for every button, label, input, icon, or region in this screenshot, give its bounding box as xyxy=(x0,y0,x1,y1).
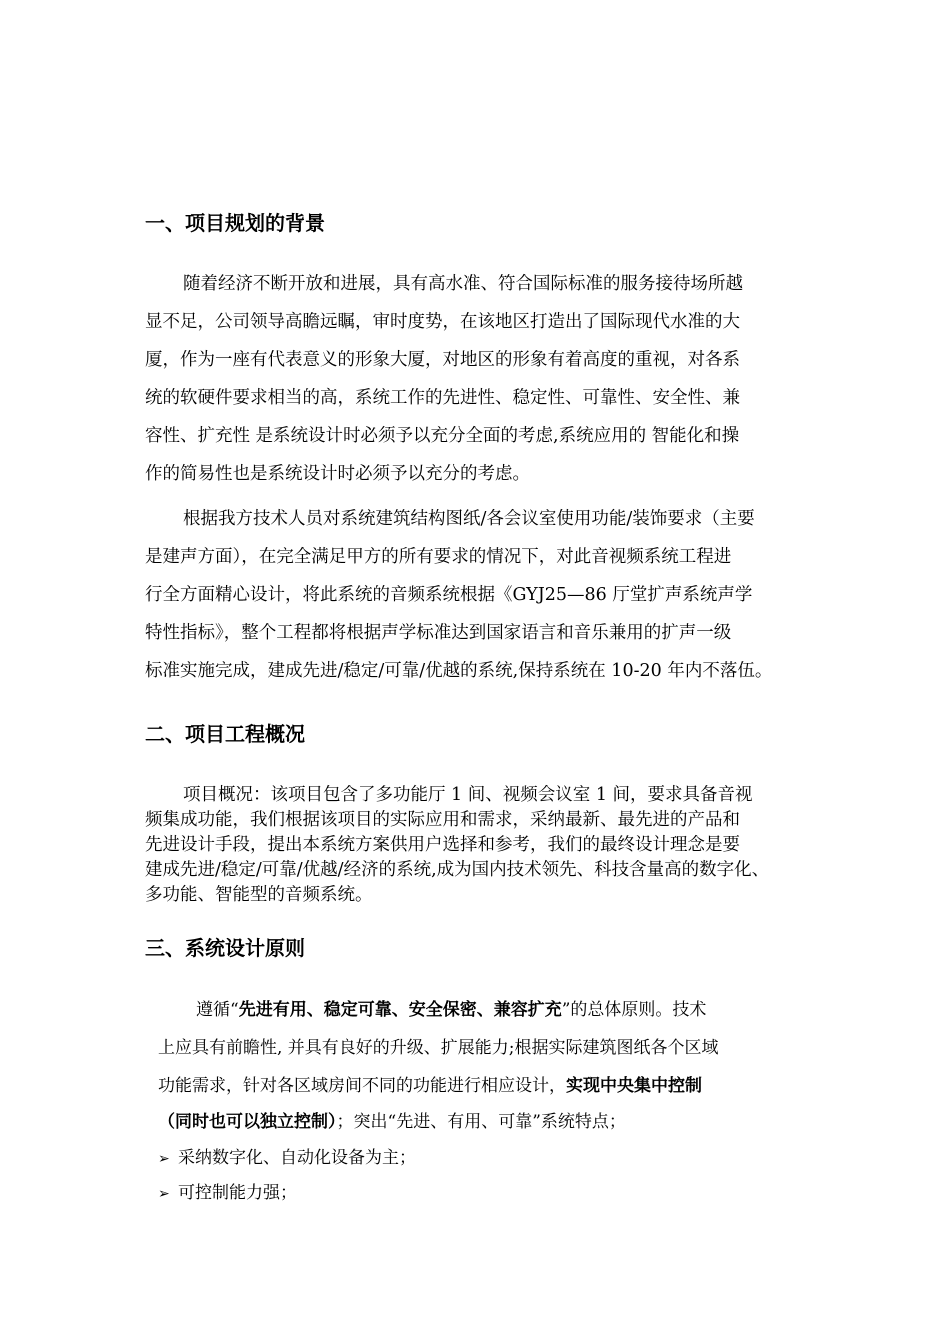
paragraph-line: 根据我方技术人员对系统建筑结构图纸/各会议室使用功能/装饰要求（主要 xyxy=(183,509,755,529)
emphasis-text: （同时也可以独立控制） xyxy=(158,1112,337,1132)
arrow-bullet-icon: ➢ xyxy=(158,1186,170,1202)
paragraph-line: 作的简易性也是系统设计时必须予以充分的考虑。 xyxy=(145,464,530,484)
list-item-text: 可控制能力强； xyxy=(178,1183,297,1203)
paragraph-line: 建成先进/稳定/可靠/优越/经济的系统,成为国内技术领先、科技含量高的数字化、 xyxy=(145,860,770,880)
emphasis-text: 实现中央集中控制 xyxy=(566,1076,702,1096)
section-heading-2: 二、项目工程概况 xyxy=(145,722,305,746)
paragraph-line: 是建声方面），在完全满足甲方的所有要求的情况下，对此音视频系统工程进 xyxy=(145,547,732,567)
paragraph-line: 标准实施完成，建成先进/稳定/可靠/优越的系统,保持系统在 10-20 年内不落伍。 xyxy=(145,661,773,681)
paragraph-line: 厦，作为一座有代表意义的形象大厦，对地区的形象有着高度的重视，对各系 xyxy=(145,350,740,370)
paragraph-line: 项目概况：该项目包含了多功能厅 1 间、视频会议室 1 间，要求具备音视 xyxy=(183,785,753,805)
paragraph-line: 随着经济不断开放和进展，具有高水准、符合国际标准的服务接待场所越 xyxy=(183,274,743,294)
arrow-bullet-icon: ➢ xyxy=(158,1151,170,1167)
text-run: 遵循“ xyxy=(196,1000,239,1020)
paragraph-line: 上应具有前瞻性, 并具有良好的升级、扩展能力;根据实际建筑图纸各个区域 xyxy=(158,1038,719,1058)
paragraph-line: 特性指标》，整个工程都将根据声学标准达到国家语言和音乐兼用的扩声一级 xyxy=(145,623,732,643)
paragraph-line: 行全方面精心设计，将此系统的音频系统根据《GYJ25—86 厅堂扩声系统声学 xyxy=(145,585,753,605)
paragraph-line xyxy=(196,995,706,1020)
emphasis-text: 先进有用、稳定可靠、安全保密、兼容扩充 xyxy=(238,1000,562,1020)
list-item-text: 采纳数字化、自动化设备为主； xyxy=(178,1148,416,1168)
section-heading-1: 一、项目规划的背景 xyxy=(145,211,325,235)
paragraph-line: 容性、扩充性 是系统设计时必须予以充分全面的考虑,系统应用的 智能化和操 xyxy=(145,426,740,446)
list-item xyxy=(158,1178,297,1203)
paragraph-line: 显不足，公司领导高瞻远瞩，审时度势，在该地区打造出了国际现代水准的大 xyxy=(145,312,740,332)
text-run: ”的总体原则。技术 xyxy=(561,1000,707,1020)
paragraph-line: 先进设计手段，提出本系统方案供用户选择和参考，我们的最终设计理念是要 xyxy=(145,835,740,855)
paragraph-line xyxy=(158,1071,702,1096)
paragraph-line: 多功能、智能型的音频系统。 xyxy=(145,885,373,905)
section-heading-3: 三、系统设计原则 xyxy=(145,936,305,960)
text-run: 功能需求，针对各区域房间不同的功能进行相应设计， xyxy=(158,1076,566,1096)
paragraph-line xyxy=(158,1107,626,1132)
list-item xyxy=(158,1143,416,1168)
paragraph-line: 统的软硬件要求相当的高，系统工作的先进性、稳定性、可靠性、安全性、兼 xyxy=(145,388,740,408)
text-run: ；突出“先进、有用、可靠”系统特点； xyxy=(336,1112,626,1132)
paragraph-line: 频集成功能，我们根据该项目的实际应用和需求，采纳最新、最先进的产品和 xyxy=(145,810,740,830)
